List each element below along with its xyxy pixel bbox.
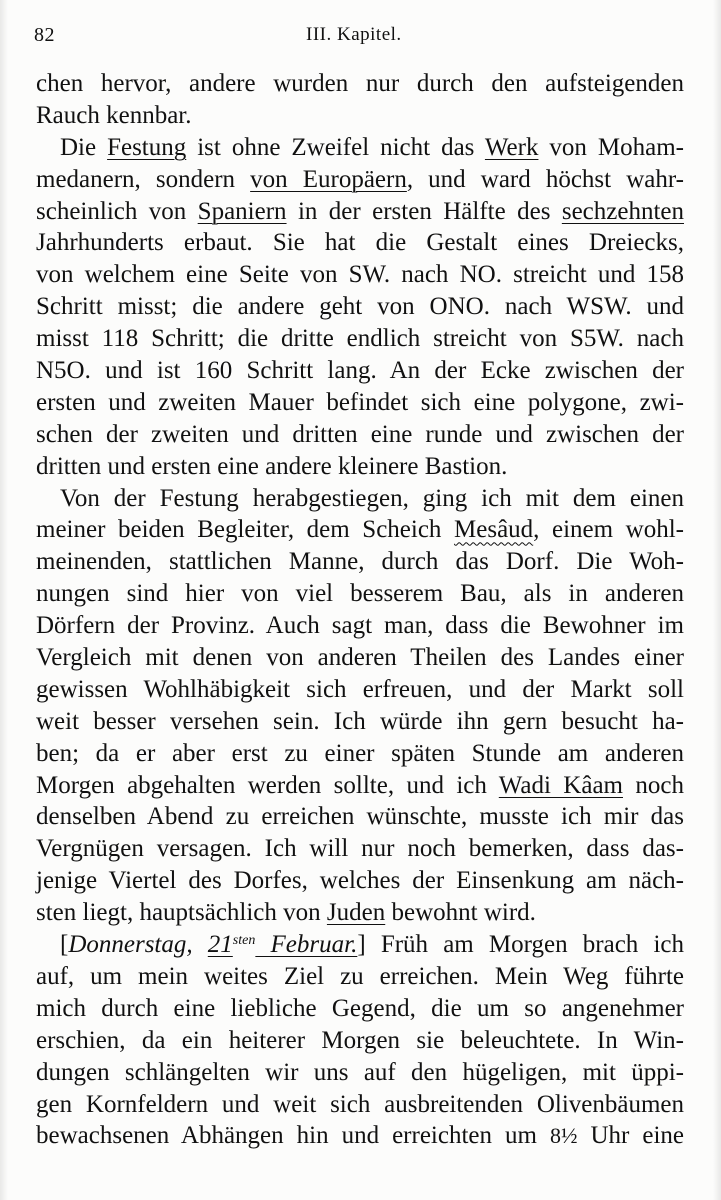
text-run: Früh am Morgen brach ich [365, 931, 684, 959]
page-number: 82 [34, 24, 55, 46]
underlined-europaeern: von Europäern [250, 165, 407, 193]
paragraph-3-line-4: nungen sind hier von viel besserem Bau, als in anderen [36, 580, 684, 608]
body-text [36, 68, 684, 1152]
paragraph-3-line-6: Vergleich mit denen von anderen Theilen des Landes einer [36, 644, 684, 672]
paragraph-2-line-2 [36, 164, 684, 196]
date-day: 21 [207, 931, 233, 959]
paragraph-1-line-2: Rauch kennbar. [36, 101, 192, 129]
paragraph-3-line-12: Vergnügen versagen. Ich will nur noch bemerken, dass das- [36, 835, 684, 863]
text-run: sten liegt, hauptsächlich von [36, 899, 327, 927]
text-run: von Moham- [538, 133, 684, 161]
text-run: noch [623, 771, 684, 799]
paragraph-4-line-3: mich durch eine liebliche Gegend, die um so angenehmer [36, 994, 684, 1022]
paragraph-4-line-5: dungen schlängelten wir uns auf den hügeligen, mit üppi- [36, 1058, 684, 1086]
paragraph-2-line-3 [36, 196, 684, 228]
text-run: . Die Woh- [553, 548, 684, 576]
paragraph-1-line-1: chen hervor, andere wurden nur durch den aufsteigenden [36, 70, 684, 97]
underlined-festung: Festung [107, 133, 187, 161]
paragraph-3-line-2 [36, 514, 684, 546]
paragraph-2-line-8: N5O. und ist 160 Schritt lang. An der Ecke zwischen der [36, 357, 684, 385]
text-run: Uhr eine [577, 1122, 684, 1150]
paragraph-3-line-14 [36, 897, 684, 929]
paragraph-4-line-4: erschien, da ein heiterer Morgen sie beleuchtete. In Win- [36, 1026, 684, 1054]
text-run: meiner beiden Begleiter, dem Scheich [36, 516, 455, 544]
date-day-suffix: sten [232, 933, 256, 949]
paragraph-2-line-11: dritten und ersten eine andere kleinere Bastion. [36, 452, 508, 480]
paragraph-4-line-2: auf, um mein weites Ziel zu erreichen. Mein Weg führte [36, 962, 684, 990]
paragraph-3-line-8: weit besser versehen sein. Ich würde ihn gern besucht ha- [36, 707, 684, 735]
text-run: Die [60, 133, 108, 161]
text-run: , einem wohl- [533, 516, 684, 544]
paragraph-3-line-1: Von der Festung herabgestiegen, ging ich mit dem einen [60, 484, 684, 512]
paragraph-3-line-5: Dörfern der Provinz. Auch sagt man, dass die Bewohner im [36, 612, 684, 640]
paragraph-3-line-3 [36, 546, 684, 578]
paragraph-2-line-5: von welchem eine Seite von SW. nach NO. streicht und 158 [36, 261, 684, 289]
paragraph-4-line-7 [36, 1120, 684, 1152]
running-head: III. Kapitel. [306, 24, 402, 45]
text-run: bewohnt wird. [385, 899, 536, 927]
time-eight-and-half: 8½ [549, 1123, 578, 1149]
text-run: ist ohne Zweifel nicht das [186, 133, 485, 161]
text-run: medanern, sondern [36, 165, 251, 193]
paragraph-2-line-1 [36, 132, 684, 164]
date-bracket-close: ] [357, 931, 366, 959]
paragraph-3-line-7: gewissen Wohlhäbigkeit sich erfreuen, und der Markt soll [36, 675, 684, 703]
paragraph-3-line-11: denselben Abend zu erreichen wünschte, musste ich mir das [36, 803, 684, 831]
text-run: bewachsenen Abhängen hin und erreichten um [36, 1122, 550, 1150]
underlined-juden: Juden [326, 899, 386, 927]
text-run: , und ward höchst wahr- [406, 165, 684, 193]
paragraph-3-line-9: ben; da er aber erst zu einer späten Stunde am anderen [36, 739, 684, 767]
text-run-das-dorf: das Dorf [455, 548, 554, 576]
paragraph-3-line-13: jenige Viertel des Dorfes, welches der Einsenkung am näch- [36, 867, 684, 895]
page-right-edge-shadow [713, 0, 721, 1200]
text-run: in der ersten Hälfte des [286, 197, 562, 225]
underlined-spaniern: Spaniern [197, 197, 287, 225]
underlined-sechzehnten: sechzehnten [561, 197, 684, 225]
paragraph-3-line-10 [36, 770, 684, 802]
paragraph-2-line-10: schen der zweiten und dritten eine runde und zwischen der [36, 420, 684, 448]
paragraph-4-line-6: gen Kornfeldern und weit sich ausbreitenden Olivenbäumen [36, 1090, 684, 1118]
underlined-werk: Werk [484, 133, 539, 161]
date-weekday: Donnerstag, [68, 931, 208, 959]
wavy-underlined-mesaud: Mesâud [454, 516, 534, 544]
paragraph-2-line-7: misst 118 Schritt; die dritte endlich streicht von S5W. nach [36, 325, 684, 353]
underlined-wadi-kaam: Wadi Kâam [498, 771, 623, 799]
text-run: Morgen abgehalten werden sollte, und ich [36, 771, 499, 799]
date-bracket-open: [ [60, 931, 69, 959]
text-run: scheinlich von [36, 197, 198, 225]
paragraph-2-line-4: Jahrhunderts erbaut. Sie hat die Gestalt eines Dreiecks, [36, 229, 684, 257]
page-left-edge-shadow [0, 0, 8, 1200]
paragraph-2-line-6: Schritt misst; die andere geht von ONO. nach WSW. und [36, 293, 684, 321]
date-month: Februar. [255, 931, 358, 959]
paragraph-2-line-9: ersten und zweiten Mauer befindet sich eine polygone, zwi- [36, 388, 684, 416]
paragraph-4-line-1 [36, 929, 684, 961]
text-run: meinenden, stattlichen Manne, durch [36, 548, 456, 576]
